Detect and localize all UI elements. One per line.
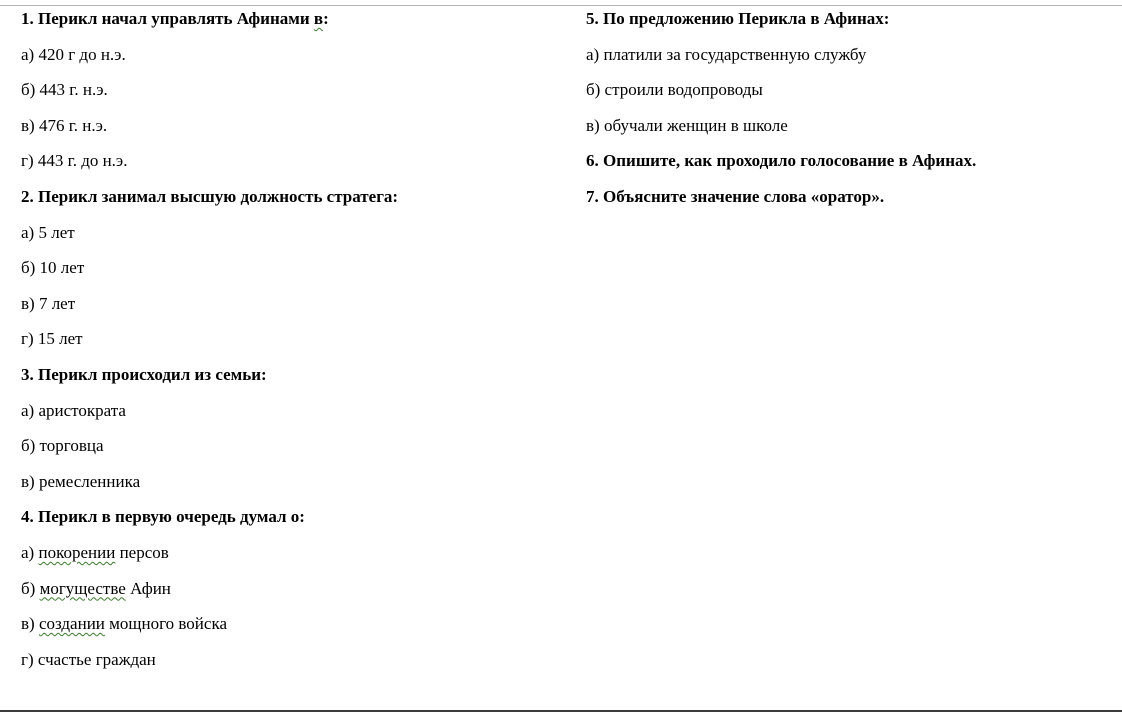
question-6: 6. Опишите, как проходило голосование в Афинах. (586, 151, 977, 171)
answer-4c-prefix: в) (21, 614, 39, 634)
answer-2d: г) 15 лет (21, 329, 83, 349)
answer-4a (21, 544, 561, 580)
question-1-colon: : (323, 9, 329, 28)
answer-5c: в) обучали женщин в школе (586, 115, 788, 135)
bottom-border-line (0, 710, 1122, 712)
question-2: 2. Перикл занимал высшую должность стратега: (21, 186, 399, 206)
question-1-spellcheck-word: в (313, 9, 324, 28)
answer-1a: а) 420 г до н.э. (21, 44, 126, 64)
question-1 (21, 10, 561, 46)
answer-3b: б) торговца (21, 436, 104, 456)
answer-2b: б) 10 лет (21, 258, 85, 278)
answer-3c: в) ремесленника (21, 471, 141, 491)
answer-4c (21, 615, 561, 651)
answer-1d: г) 443 г. до н.э. (21, 151, 128, 171)
answer-4c-rest: мощного войска (104, 614, 228, 634)
answer-4b-rest: Афин (125, 578, 171, 598)
answer-4c-spellcheck-word: создании (38, 614, 105, 634)
answer-5a: а) платили за государственную службу (586, 44, 867, 64)
answer-4b-spellcheck-word: могуществе (39, 578, 126, 598)
top-border-line (0, 5, 1122, 6)
answer-1b: б) 443 г. н.э. (21, 80, 108, 100)
answer-4a-prefix: а) (21, 542, 39, 562)
answer-2c: в) 7 лет (21, 293, 76, 313)
answer-3a: а) аристократа (21, 400, 126, 420)
answer-1c: в) 476 г. н.э. (21, 115, 108, 135)
right-column (586, 10, 1116, 224)
answer-4d: г) счастье граждан (21, 649, 156, 669)
answer-2a: а) 5 лет (21, 222, 75, 242)
answer-5b: б) строили водопроводы (586, 80, 763, 100)
question-1-text: 1. Перикл начал управлять Афинами (21, 9, 314, 28)
question-4: 4. Перикл в первую очередь думал о: (21, 507, 305, 527)
question-3: 3. Перикл происходил из семьи: (21, 364, 267, 384)
answer-4a-spellcheck-word: покорении (38, 542, 116, 562)
answer-4b (21, 580, 561, 616)
answer-4a-rest: персов (115, 542, 169, 562)
left-column (21, 10, 561, 686)
answer-4b-prefix: б) (21, 578, 40, 598)
question-7: 7. Объясните значение слова «оратор». (586, 186, 885, 206)
question-5: 5. По предложению Перикла в Афинах: (586, 9, 890, 28)
